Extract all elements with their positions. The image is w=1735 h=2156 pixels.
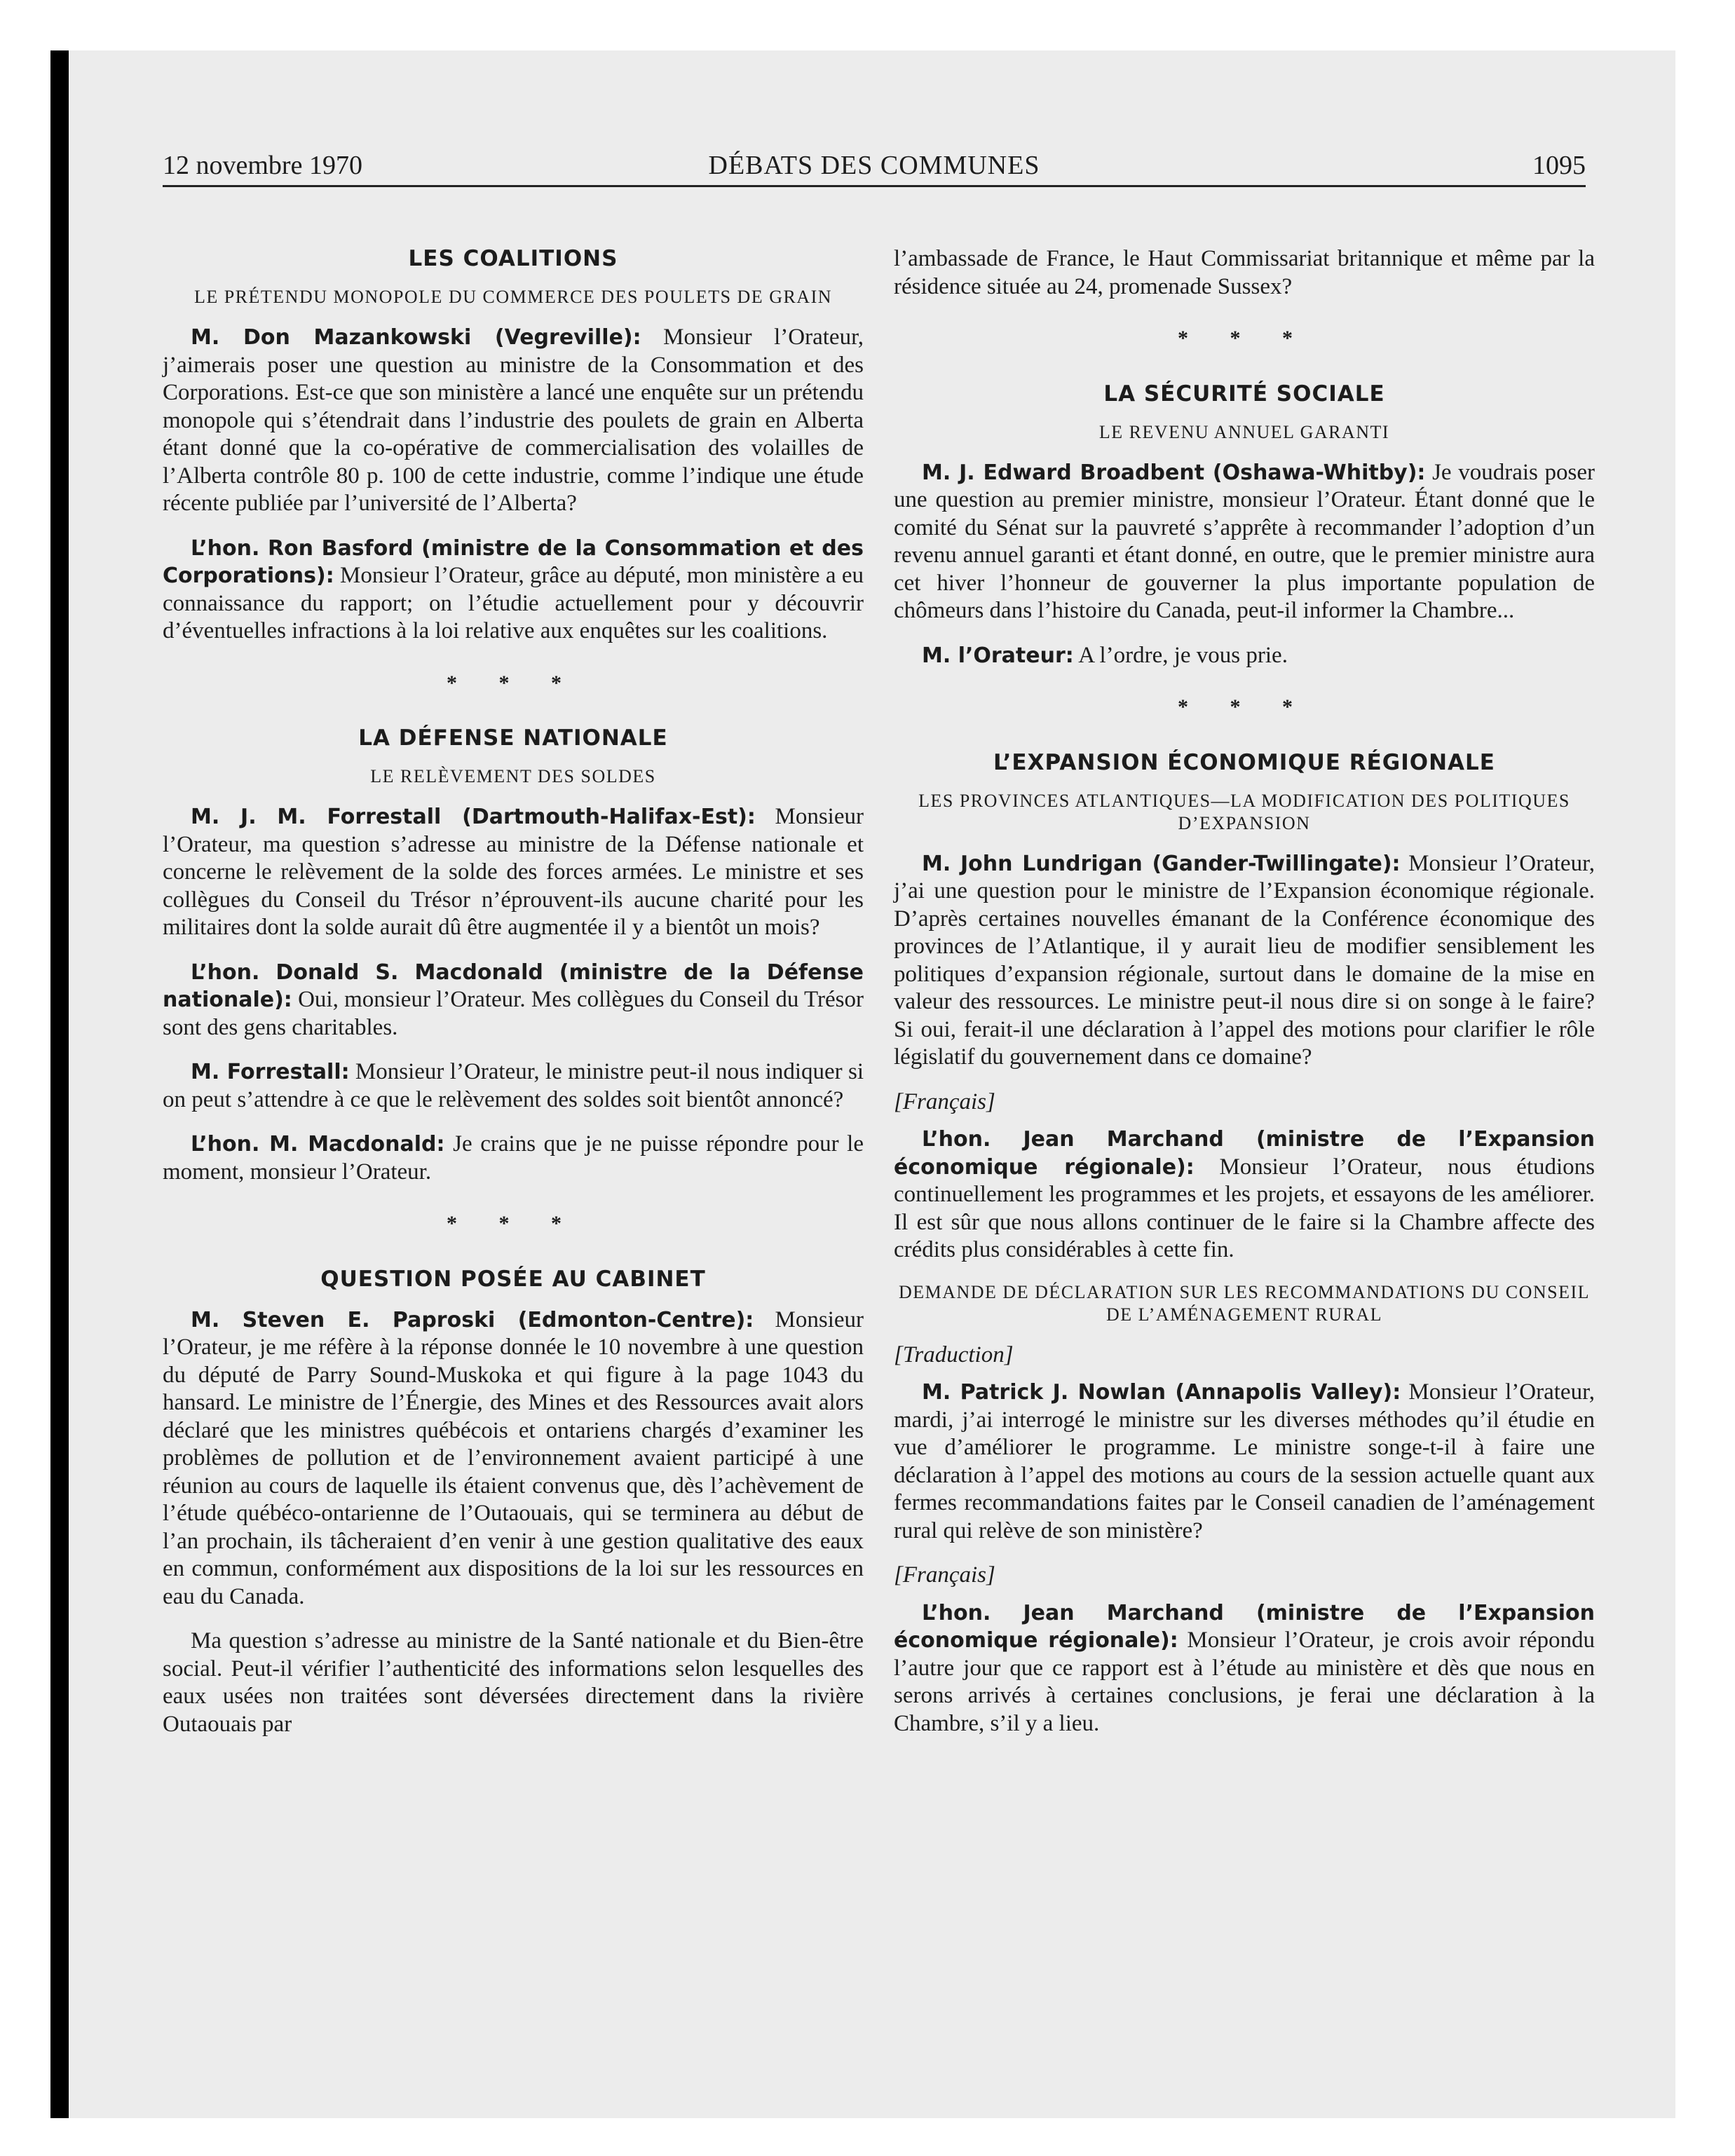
- paragraph: [894, 850, 1595, 1072]
- section-subtitle: DEMANDE DE DÉCLARATION SUR LES RECOMMANDATIONS DU CONSEIL DE L’AMÉNAGEMENT RURAL: [898, 1281, 1591, 1325]
- header-page-number: 1095: [1532, 151, 1586, 180]
- section-subtitle: LES PROVINCES ATLANTIQUES—LA MODIFICATION DES POLITIQUES D’EXPANSION: [918, 790, 1570, 833]
- paragraph: [894, 642, 1595, 670]
- paragraph-continued: l’ambassade de France, le Haut Commissariat britannique et même par la résidence située au 24, promenade Sussex?: [894, 246, 1595, 299]
- paragraph: [163, 1058, 864, 1114]
- speaker: L’hon. Ron Basford (ministre de la Consommation et des Corporations):: [163, 535, 864, 588]
- paragraph: Ma question s’adresse au ministre de la Santé nationale et du Bien-être social. Peut-il vérifier l’authenticité des informations selon lesquelles des eaux usées non traitées sont déversées directement dans la rivière Outaouais par: [163, 1628, 864, 1737]
- paragraph: [163, 959, 864, 1042]
- section-subtitle: LE RELÈVEMENT DES SOLDES: [370, 766, 656, 786]
- speech: Monsieur l’Orateur, je crois avoir répondu l’autre jour que ce rapport est à l’étude au ministère et dès que nous en serons arrivés à certaines conclusions, je ferai une déclaration à la Chambre, s’il y a lieu.: [894, 1628, 1595, 1736]
- paragraph: [894, 459, 1595, 625]
- speaker: M. J. Edward Broadbent (Oshawa-Whitby):: [922, 460, 1426, 485]
- speech: Monsieur l’Orateur, le ministre peut-il nous indiquer si on peut s’attendre à ce que le relèvement des soldes soit bientôt annoncé?: [163, 1059, 864, 1112]
- section-subtitle: LE REVENU ANNUEL GARANTI: [1098, 421, 1390, 442]
- page-header: [163, 150, 1586, 187]
- header-date: 12 novembre 1970: [163, 151, 362, 180]
- section-subtitle: LE PRÉTENDU MONOPOLE DU COMMERCE DES POULETS DE GRAIN: [193, 287, 833, 307]
- speech: Monsieur l’Orateur, grâce au député, mon ministère a eu connaissance du rapport; on l’étudie actuellement pour y découvrir d’éventuelles infractions à la loi relative aux enquêtes sur les coalitions.: [163, 563, 864, 643]
- speaker: M. J. M. Forrestall (Dartmouth-Halifax-Est):: [191, 805, 756, 829]
- speaker: L’hon. Jean Marchand (ministre de l’Expansion économique régionale):: [894, 1600, 1595, 1653]
- speaker: M. Patrick J. Nowlan (Annapolis Valley):: [922, 1380, 1401, 1405]
- speaker: L’hon. Donald S. Macdonald (ministre de la Défense nationale):: [163, 960, 864, 1012]
- speech: Je crains que je ne puisse répondre pour le moment, monsieur l’Orateur.: [163, 1131, 864, 1185]
- paragraph: [163, 535, 864, 646]
- right-column: [894, 245, 1595, 1754]
- section-separator: * * *: [447, 671, 580, 695]
- speaker: L’hon. M. Macdonald:: [191, 1132, 445, 1157]
- paragraph: [163, 803, 864, 942]
- speech: Monsieur l’Orateur, j’aimerais poser une question au ministre de la Consommation et des Corporations. Est-ce que son ministère a lancé une enquête sur un prétendu monopole qui s’étendrait dans l’industrie des poulets de grain en Alberta étant donné que la co-opérative de commercialisation des volailles de l’Alberta contrôle 80 p. 100 de cette industrie, comme l’indique une étude récente publiée par l’université de l’Alberta?: [163, 325, 864, 516]
- speech: Je voudrais poser une question au premier ministre, monsieur l’Orateur. Étant donné que le comité du Sénat sur la pauvreté s’apprête à recommander l’adoption d’un revenu annuel garanti et étant donné, en outre, que le premier ministre aura cet hiver l’honneur de gouverner la plus importante population de chômeurs dans l’histoire du Canada, peut-il informer la Chambre...: [894, 459, 1595, 623]
- speech: Monsieur l’Orateur, j’ai une question pour le ministre de l’Expansion économique régionale. D’après certaines nouvelles émanant de la Conférence économique des provinces de l’Atlantique, il y aurait lieu de modifier sensiblement les politiques d’expansion régionale, surtout dans le domaine de la mise en valeur des ressources. Le ministre peut-il nous dire si on songe à le faire? Si oui, ferait-il une déclaration à l’appel des motions pour clarifier le rôle législatif du gouvernement dans ce domaine?: [894, 850, 1595, 1070]
- paragraph: [163, 324, 864, 518]
- speech: Monsieur l’Orateur, nous étudions continuellement les programmes et les projets, et essayons de les améliorer. Il est sûr que nous allons continuer de le faire si la Chambre affecte des crédits plus considérables à cette fin.: [894, 1154, 1595, 1262]
- speaker: L’hon. Jean Marchand (ministre de l’Expansion économique régionale):: [894, 1127, 1595, 1180]
- speech: Oui, monsieur l’Orateur. Mes collègues du Conseil du Trésor sont des gens charitables.: [163, 987, 864, 1040]
- speech: A l’ordre, je vous prie.: [1073, 642, 1288, 668]
- left-column: [163, 245, 864, 1755]
- section-separator: * * *: [1178, 327, 1311, 350]
- section-title: LA DÉFENSE NATIONALE: [358, 725, 668, 751]
- paragraph: [894, 1126, 1595, 1264]
- header-title: DÉBATS DES COMMUNES: [708, 151, 1040, 180]
- section-title: LES COALITIONS: [408, 246, 618, 271]
- paragraph: [163, 1131, 864, 1186]
- section-separator: * * *: [1178, 695, 1311, 718]
- speaker: M. Forrestall:: [191, 1060, 350, 1084]
- speaker: M. Steven E. Paproski (Edmonton-Centre):: [191, 1307, 754, 1332]
- language-note: [Français]: [894, 1562, 995, 1588]
- speaker: M. John Lundrigan (Gander-Twillingate):: [922, 851, 1401, 876]
- paragraph: [163, 1306, 864, 1611]
- paragraph: [894, 1599, 1595, 1738]
- language-note: [Français]: [894, 1089, 995, 1114]
- paragraph: [894, 1379, 1595, 1545]
- speech: Monsieur l’Orateur, mardi, j’ai interrogé le ministre sur les diverses méthodes qu’il étudie en vue d’améliorer le programme. Le ministre songe-t-il à faire une déclaration à l’appel des motions au cours de la session actuelle quant aux fermes recommandations faites par le Conseil canadien de l’aménagement rural qui relève de son ministère?: [894, 1379, 1595, 1543]
- speech: Monsieur l’Orateur, ma question s’adresse au ministre de la Défense nationale et concerne le relèvement de la solde des forces armées. Le ministre et ses collègues du Conseil du Trésor n’éprouvent-ils aucune charité pour les militaires dont la solde aurait dû être augmentée il y a bientôt un mois?: [163, 804, 864, 940]
- speaker: M. l’Orateur:: [922, 643, 1074, 668]
- language-note: [Traduction]: [894, 1342, 1014, 1367]
- section-title: LA SÉCURITÉ SOCIALE: [1103, 381, 1385, 407]
- speech: Monsieur l’Orateur, je me réfère à la réponse donnée le 10 novembre à une question du député de Parry Sound-Muskoka et qui figure à la page 1043 du hansard. Le ministre de l’Énergie, des Mines et des Ressources avait alors déclaré que les ministres québécois et ontariens chargés d’examiner les problèmes de pollution et de l’environnement avaient participé à une réunion au cours de laquelle ils étaient convenus que, dès l’achèvement de l’étude québéco-ontarienne de l’Outaouais, qui se terminera au début de l’an prochain, ils tâcheraient d’en venir à une gestion qualitative des eaux en commun, conformément aux dispositions de la loi sur les ressources en eau du Canada.: [163, 1306, 864, 1609]
- section-separator: * * *: [447, 1212, 580, 1235]
- section-title: QUESTION POSÉE AU CABINET: [320, 1266, 706, 1292]
- section-title: L’EXPANSION ÉCONOMIQUE RÉGIONALE: [993, 749, 1495, 775]
- speaker: M. Don Mazankowski (Vegreville):: [191, 325, 641, 350]
